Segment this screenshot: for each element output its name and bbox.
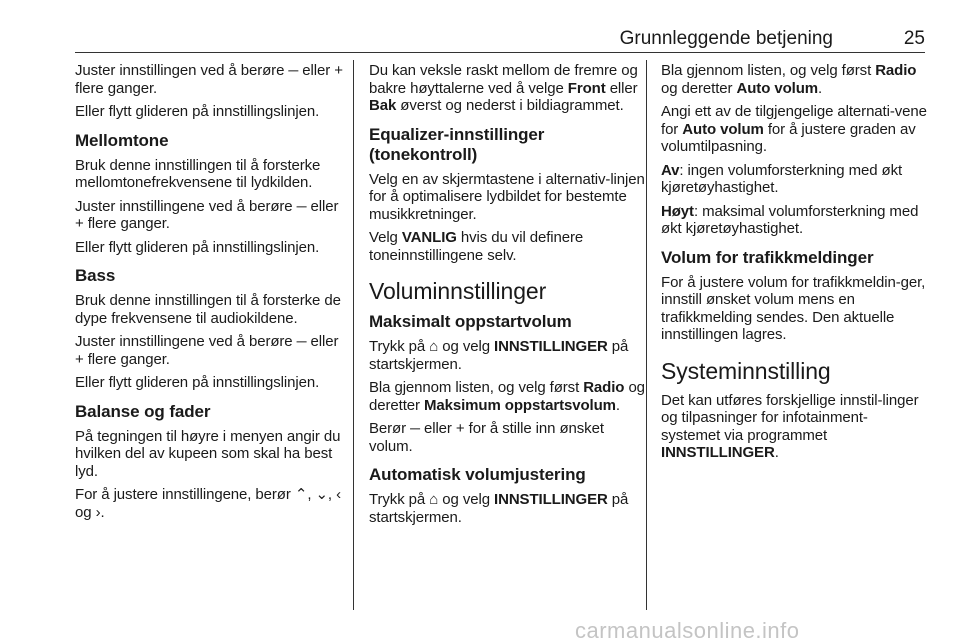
text: og velg xyxy=(438,338,495,355)
chevron-down-icon: ⌄ xyxy=(315,486,328,503)
home-icon: ⌂ xyxy=(429,491,439,508)
text: : ingen volumforsterkning med økt kjøretøyhastighet. xyxy=(661,161,903,196)
column-divider-1 xyxy=(353,60,354,610)
text: eller xyxy=(298,62,335,79)
text: flere ganger. xyxy=(83,350,170,368)
minus-icon: ─ xyxy=(288,62,299,78)
heading-voluminnstillinger: Voluminnstillinger xyxy=(369,278,547,304)
paragraph xyxy=(75,333,351,368)
label-maksimum-oppstartsvolum: Maksimum oppstartsvolum xyxy=(423,396,616,414)
heading-automatisk-volumjustering: Automatisk volumjustering xyxy=(369,465,586,484)
text: på startskjermen. xyxy=(369,338,629,373)
label-auto-volum: Auto volum xyxy=(736,79,819,97)
text: Trykk på xyxy=(369,491,430,508)
text: eller xyxy=(419,420,456,437)
column-2 xyxy=(369,62,645,532)
page-number: 25 xyxy=(903,28,925,49)
heading-volum-trafikkmeldinger: Volum for trafikkmeldinger xyxy=(661,247,874,267)
label-innstillinger: INNSTILLINGER xyxy=(661,444,775,461)
paragraph: For å justere volum for trafikkmeldin-ger, innstill ønsket volum mens en trafikkmelding sendes. Den aktuelle innstillingen lagres. xyxy=(661,273,926,343)
text: : maksimal volumforsterkning med økt kjøretøyhastighet. xyxy=(661,202,919,237)
paragraph xyxy=(661,62,927,97)
minus-icon: ─ xyxy=(296,197,307,214)
column-1 xyxy=(75,62,351,527)
text: Bla gjennom listen, og velg først xyxy=(369,379,584,396)
paragraph xyxy=(369,338,645,373)
minus-icon: ─ xyxy=(410,420,420,436)
paragraph xyxy=(661,203,927,238)
home-icon: ⌂ xyxy=(429,338,439,355)
text: Angi ett av de tilgjengelige alternati-vene for xyxy=(661,103,927,138)
text: og velg xyxy=(438,491,495,508)
text: og xyxy=(75,503,96,521)
paragraph: Bruk denne innstillingen til å forsterke mellomtonefrekvensene til lydkilden. xyxy=(75,156,321,191)
text: Velg xyxy=(369,229,402,246)
plus-icon: + xyxy=(334,62,343,79)
text: eller xyxy=(306,333,339,350)
text: for å stille inn ønsket volum. xyxy=(369,420,604,455)
text: . xyxy=(100,503,105,521)
paragraph: Eller flytt glideren på innstillingslinjen. xyxy=(75,374,320,391)
heading-maksimalt-oppstartvolum: Maksimalt oppstartvolum xyxy=(369,312,572,331)
label-innstillinger: INNSTILLINGER xyxy=(494,491,608,508)
text: Berør xyxy=(369,420,411,437)
label-bak: Bak xyxy=(369,97,397,114)
watermark: carmanualsonline.info xyxy=(575,618,800,643)
page-title: Grunnleggende betjening xyxy=(619,28,833,49)
label-av: Av xyxy=(661,161,680,179)
paragraph: Eller flytt glideren på innstillingslinjen. xyxy=(75,238,320,256)
heading-balanse: Balanse og fader xyxy=(75,401,211,421)
text: Det kan utføres forskjellige innstil-linger og tilpasninger for infotainment-systemet via programmet xyxy=(661,391,919,444)
text: . xyxy=(615,396,620,414)
paragraph xyxy=(75,198,351,233)
paragraph xyxy=(369,62,645,115)
label-radio: Radio xyxy=(875,62,917,79)
text: flere ganger. xyxy=(83,215,170,232)
text: , xyxy=(327,486,337,503)
text: Trykk på xyxy=(369,338,430,355)
heading-equalizer: Equalizer-innstillinger (tonekontroll) xyxy=(369,124,545,164)
paragraph: På tegningen til høyre i menyen angir du hvilken del av kupeen som skal ha best lyd. xyxy=(75,427,341,480)
column-divider-2 xyxy=(646,60,647,610)
heading-bass: Bass xyxy=(75,266,116,285)
paragraph: Bruk denne innstillingen til å forsterke de dype frekvensene til audiokildene. xyxy=(75,292,341,327)
chevron-right-icon: › xyxy=(95,503,101,521)
text: Juster innstillingene ved å berøre xyxy=(75,333,297,350)
text: på startskjermen. xyxy=(369,491,629,526)
text: , xyxy=(307,486,316,503)
paragraph xyxy=(661,162,927,197)
text: hvis du vil definere toneinnstillingene selv. xyxy=(369,229,584,264)
paragraph xyxy=(369,379,645,414)
paragraph xyxy=(661,392,927,462)
text: Juster innstillingen ved å berøre xyxy=(75,62,289,79)
paragraph xyxy=(369,229,645,264)
label-innstillinger: INNSTILLINGER xyxy=(494,338,608,355)
text: . xyxy=(818,79,823,97)
label-radio: Radio xyxy=(583,379,625,396)
text: og deretter xyxy=(661,79,737,97)
text: eller xyxy=(605,79,638,97)
paragraph: Eller flytt glideren på innstillingslinjen. xyxy=(75,103,320,120)
text: for å justere graden av volumtilpasning. xyxy=(661,120,916,155)
plus-icon: + xyxy=(75,215,84,232)
column-3 xyxy=(661,62,927,468)
text: Juster innstillingene ved å berøre xyxy=(75,197,297,215)
paragraph xyxy=(75,486,351,521)
chevron-up-icon: ⌃ xyxy=(294,486,308,503)
text: flere ganger. xyxy=(75,79,158,97)
text: Du kan veksle raskt mellom de fremre og bakre høyttalerne ved å velge xyxy=(369,62,638,97)
header-divider xyxy=(75,52,925,53)
label-front: Front xyxy=(567,79,606,97)
paragraph xyxy=(369,491,645,526)
chevron-left-icon: ‹ xyxy=(336,486,341,503)
paragraph xyxy=(75,62,351,97)
label-auto-volum: Auto volum xyxy=(682,120,764,138)
minus-icon: ─ xyxy=(296,333,307,349)
page-header xyxy=(75,27,925,51)
paragraph xyxy=(369,420,645,455)
label-hoyt: Høyt xyxy=(661,202,694,220)
plus-icon: + xyxy=(75,350,84,368)
text: eller xyxy=(306,197,339,215)
label-vanlig: VANLIG xyxy=(401,229,457,246)
text: og deretter xyxy=(369,379,645,414)
text: Bla gjennom listen, og velg først xyxy=(661,62,876,79)
paragraph: Velg en av skjermtastene i alternativ-linjen for å optimalisere lydbildet for bestemte musikkretninger. xyxy=(369,170,645,223)
text: . xyxy=(774,444,779,461)
plus-icon: + xyxy=(455,420,465,437)
paragraph xyxy=(661,103,927,156)
heading-mellomtone: Mellomtone xyxy=(75,130,169,150)
text: For å justere innstillingene, berør xyxy=(75,486,295,503)
text: øverst og nederst i bildiagrammet. xyxy=(396,97,624,114)
heading-systeminnstilling: Systeminnstilling xyxy=(661,357,831,384)
